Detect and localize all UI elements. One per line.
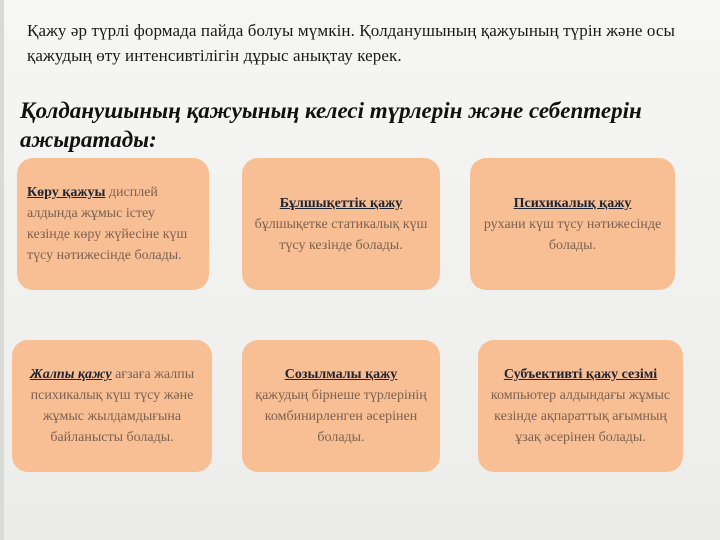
card-body: ағзаға жалпы психикалық күш түсу және жұмыс жылдамдығына байланысты болады. [30,367,195,445]
card-mental-fatigue [470,158,675,290]
intro-paragraph: Қажу әр түрлі формада пайда болуы мүмкін. Қолданушының қажуының түрін және осы қажудың өту интенсивтілігін дұрыс анықтау керек. [27,21,676,65]
card-chronic-fatigue [242,340,440,472]
section-subtitle: Қолданушының қажуының келесі түрлерін және себептерін ажыратады: [20,98,642,152]
card-muscular-fatigue [242,158,440,290]
card-title: Көру қажуы [27,185,106,200]
card-general-fatigue [12,340,212,472]
card-text [252,193,430,256]
card-text [488,364,673,448]
card-title: Субъективті қажу сезімі [503,367,658,382]
card-text [480,193,665,256]
slide-edge [0,0,4,540]
card-title: Созылмалы қажу [284,367,398,382]
card-body: компьютер алдындағы жұмыс кезінде ақпараттық ағымның ұзақ әсерінен болады. [490,388,671,445]
card-body: дисплей алдында жұмыс істеу кезінде көру жүйесіне күш түсу нәтижесінде болады. [27,185,188,263]
card-body: рухани күш түсу нәтижесінде болады. [483,216,662,253]
card-subjective-fatigue [478,340,683,472]
card-body: бұлшықетке статикалық күш түсу кезінде болады. [254,216,428,253]
card-title: Психикалық қажу [513,195,632,211]
card-text [252,364,430,448]
card-title: Жалпы қажу [29,367,112,382]
card-title: Бұлшықеттік қажу [279,195,403,211]
card-visual-fatigue [17,158,209,290]
card-body: қажудың бірнеше түрлерінің комбинирленген әсерінен болады. [255,388,427,445]
card-text [22,364,202,448]
card-text [27,182,199,266]
